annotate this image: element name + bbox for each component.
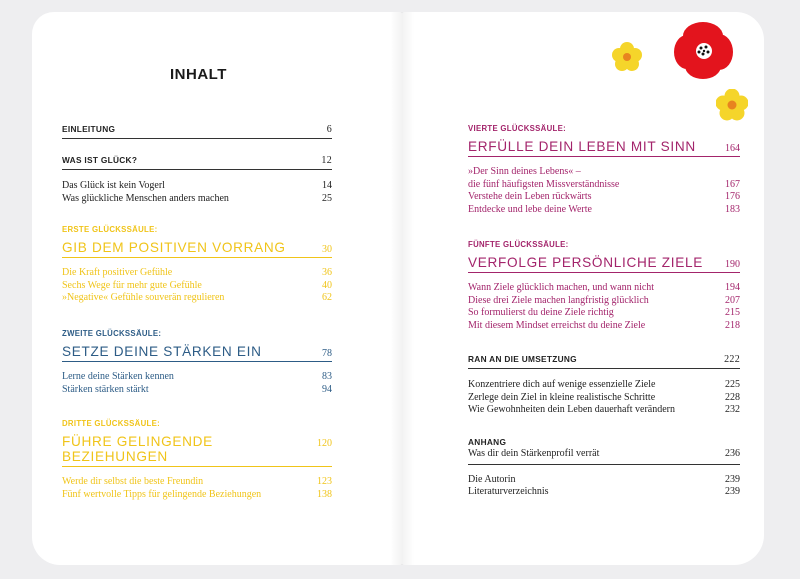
toc-item[interactable] <box>468 474 740 487</box>
book-gutter <box>390 12 414 565</box>
item-label: Fünf wertvolle Tipps für gelingende Beziehungen <box>62 488 262 500</box>
item-page: 239 <box>725 473 740 485</box>
entry-label: WAS IST GLÜCK? <box>62 155 138 165</box>
toc-item[interactable] <box>468 295 740 308</box>
item-label: So formulierst du deine Ziele richtig <box>468 307 614 319</box>
item-page: 236 <box>725 448 740 459</box>
toc-item[interactable] <box>62 280 332 293</box>
pillar-title-entry[interactable] <box>62 344 332 362</box>
pillar-label: ZWEITE GLÜCKSSÄULE: <box>62 329 162 338</box>
pillar-title-entry[interactable] <box>62 434 332 467</box>
toc-item[interactable] <box>468 392 740 405</box>
toc-item[interactable] <box>62 180 332 193</box>
pillar-title: ERFÜLLE DEIN LEBEN MIT SINN <box>468 139 696 154</box>
item-label: Diese drei Ziele machen langfristig glücklich <box>468 294 649 306</box>
toc-section-pillar4 <box>468 124 740 216</box>
item-label: Die Autorin <box>468 473 516 485</box>
pillar-label: ERSTE GLÜCKSSÄULE: <box>62 225 158 234</box>
item-page: 25 <box>322 192 332 204</box>
item-page: 207 <box>725 294 740 306</box>
entry-page: 6 <box>326 124 332 135</box>
toc-section-pillar5 <box>468 240 740 332</box>
toc-item[interactable] <box>468 307 740 320</box>
yellow-flower-icon <box>612 42 642 72</box>
item-label: Was dir dein Stärkenprofil verrät <box>468 448 600 459</box>
pillar-page: 120 <box>317 438 332 449</box>
toc-item[interactable] <box>468 448 740 465</box>
item-label: Stärken stärken stärkt <box>62 383 149 395</box>
pillar-page: 30 <box>322 244 332 255</box>
yellow-flower-icon <box>716 89 748 121</box>
toc-item[interactable] <box>62 292 332 305</box>
item-label: Entdecke und lebe deine Werte <box>468 203 592 215</box>
item-label: »Negative« Gefühle souverän regulieren <box>62 292 225 304</box>
toc-item[interactable] <box>62 267 332 280</box>
entry-page: 222 <box>724 354 740 365</box>
item-page: 215 <box>725 307 740 319</box>
toc-item[interactable] <box>62 489 332 502</box>
item-label: Verstehe dein Leben rückwärts <box>468 191 592 203</box>
toc-section-umsetzung <box>468 354 740 417</box>
item-page: 228 <box>725 391 740 403</box>
toc-entry-einleitung[interactable] <box>62 124 332 139</box>
item-page: 83 <box>322 371 332 382</box>
item-page: 138 <box>317 488 332 500</box>
pillar-title-entry[interactable] <box>468 139 740 157</box>
toc-entry-anhang <box>468 437 740 448</box>
toc-section-anhang <box>468 437 740 499</box>
toc-section-pillar2 <box>62 329 332 396</box>
toc-item[interactable] <box>62 193 332 206</box>
item-label: Wann Ziele glücklich machen, und wann nicht <box>468 282 655 293</box>
toc-entry-was-ist-glueck[interactable] <box>62 155 332 170</box>
toc-item[interactable] <box>468 166 740 179</box>
pillar-page: 190 <box>725 259 740 270</box>
item-page: 183 <box>725 203 740 215</box>
item-page: 40 <box>322 279 332 291</box>
item-label: »Der Sinn deines Lebens« – <box>468 166 581 177</box>
entry-label: EINLEITUNG <box>62 124 116 134</box>
item-label: Literaturverzeichnis <box>468 486 549 498</box>
toc-entry-umsetzung[interactable] <box>468 354 740 369</box>
pillar-page: 78 <box>322 348 332 359</box>
item-label: Das Glück ist kein Vogerl <box>62 180 165 191</box>
toc-item[interactable] <box>468 204 740 217</box>
item-label: Sechs Wege für mehr gute Gefühle <box>62 279 202 291</box>
pillar-title-entry[interactable] <box>62 240 332 258</box>
toc-item[interactable] <box>468 282 740 295</box>
item-page: 176 <box>725 191 740 203</box>
pillar-title-entry[interactable] <box>468 255 740 273</box>
toc-item[interactable] <box>468 379 740 392</box>
pillar-label: VIERTE GLÜCKSSÄULE: <box>468 124 566 133</box>
entry-page: 12 <box>321 155 332 166</box>
toc-item[interactable] <box>468 179 740 192</box>
item-label: Zerlege dein Ziel in kleine realistische Schritte <box>468 391 656 403</box>
item-page: 123 <box>317 476 332 487</box>
item-label: Lerne deine Stärken kennen <box>62 371 174 382</box>
toc-section-was-ist-glueck <box>62 155 332 205</box>
toc-item[interactable] <box>62 384 332 397</box>
toc-item[interactable] <box>468 486 740 499</box>
item-label: die fünf häufigsten Missverständnisse <box>468 178 620 190</box>
pillar-title: SETZE DEINE STÄRKEN EIN <box>62 344 262 359</box>
toc-section-pillar3 <box>62 419 332 501</box>
item-label: Werde dir selbst die beste Freundin <box>62 476 204 487</box>
item-page: 36 <box>322 267 332 278</box>
entry-label: ANHANG <box>468 437 507 447</box>
entry-label: RAN AN DIE UMSETZUNG <box>468 354 577 364</box>
item-label: Mit diesem Mindset erreichst du deine Ziele <box>468 319 646 331</box>
item-page: 167 <box>725 178 740 190</box>
item-label: Konzentriere dich auf wenige essenzielle Ziele <box>468 379 656 390</box>
item-page: 225 <box>725 379 740 390</box>
toc-title: INHALT <box>170 66 227 83</box>
item-label: Was glückliche Menschen anders machen <box>62 192 229 204</box>
item-label: Wie Gewohnheiten dein Leben dauerhaft verändern <box>468 404 676 416</box>
item-page: 62 <box>322 292 332 304</box>
item-page: 194 <box>725 282 740 293</box>
pillar-title: GIB DEM POSITIVEN VORRANG <box>62 240 286 255</box>
toc-section-pillar1 <box>62 225 332 305</box>
toc-item[interactable] <box>62 476 332 489</box>
toc-item[interactable] <box>62 371 332 384</box>
item-page: 14 <box>322 180 332 191</box>
pillar-title: VERFOLGE PERSÖNLICHE ZIELE <box>468 255 704 270</box>
item-label: Die Kraft positiver Gefühle <box>62 267 173 278</box>
toc-item[interactable] <box>468 191 740 204</box>
pillar-title: FÜHRE GELINGENDE BEZIEHUNGEN <box>62 434 213 464</box>
item-page: 94 <box>322 383 332 395</box>
pillar-label: FÜNFTE GLÜCKSSÄULE: <box>468 240 569 249</box>
toc-item[interactable] <box>468 320 740 333</box>
toc-item[interactable] <box>468 404 740 417</box>
pillar-page: 164 <box>725 143 740 154</box>
item-page: 239 <box>725 486 740 498</box>
pillar-label: DRITTE GLÜCKSSÄULE: <box>62 419 160 428</box>
item-page: 232 <box>725 404 740 416</box>
item-page: 218 <box>725 319 740 331</box>
red-poppy-icon <box>673 22 733 80</box>
